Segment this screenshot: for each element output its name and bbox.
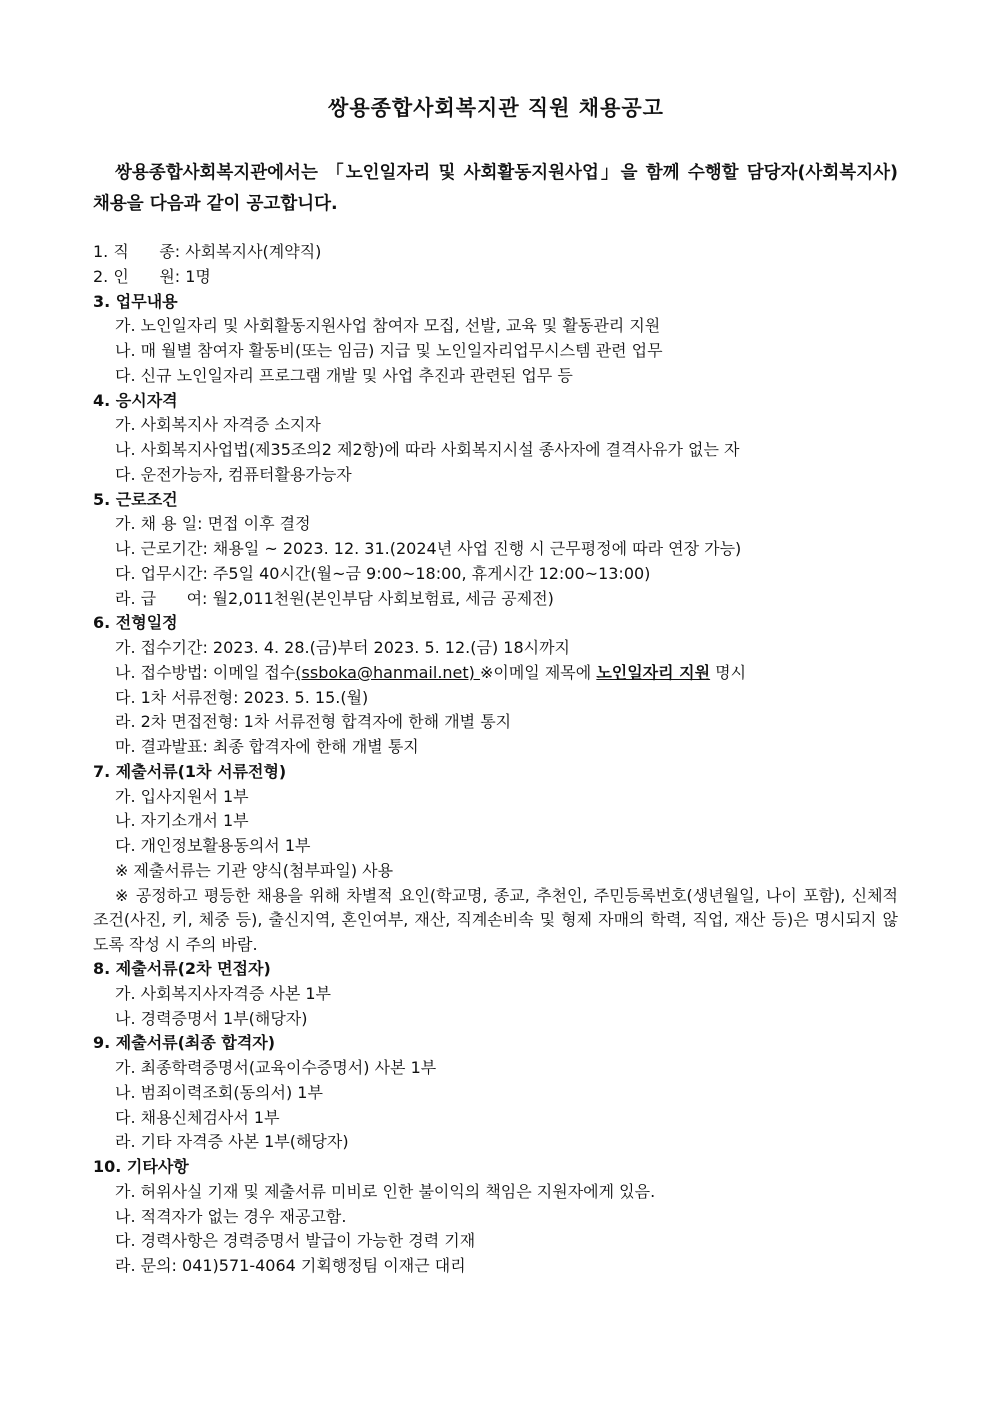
document-body (93, 240, 903, 1279)
section-7-heading: 7. 제출서류(1차 서류전형) (93, 761, 287, 781)
section-9-item: 가. 최종학력증명서(교육이수증명서) 사본 1부 (115, 1058, 437, 1077)
section-2-text: 2. 인 원: 1명 (93, 266, 211, 286)
section-6-item: 마. 결과발표: 최종 합격자에 한해 개별 통지 (115, 737, 419, 756)
method-suffix: 명시 (710, 662, 747, 682)
email-subject-emphasis: 노인일자리 지원 (596, 662, 711, 682)
section-4-item: 가. 사회복지사 자격증 소지자 (115, 415, 321, 435)
section-2-headcount (93, 265, 903, 290)
section-8-heading: 8. 제출서류(2차 면접자) (93, 959, 271, 978)
section-5-item: 가. 채 용 일: 면접 이후 결정 (115, 514, 311, 534)
intro-paragraph (93, 158, 898, 220)
section-10-item: 가. 허위사실 기재 및 제출서류 미비로 인한 불이익의 책임은 지원자에게 있음. (115, 1181, 656, 1201)
section-8-item: 가. 사회복지사자격증 사본 1부 (115, 983, 331, 1003)
section-10-item: 라. 문의: 041)571-4064 기획행정팀 이재근 대리 (115, 1256, 466, 1275)
section-5-item: 다. 업무시간: 주5일 40시간(월~금 9:00~18:00, 휴게시간 12:00~13:00) (115, 563, 651, 583)
section-6-item: 다. 1차 서류전형: 2023. 5. 15.(월) (115, 687, 369, 707)
section-10-item: 나. 적격자가 없는 경우 재공고함. (115, 1206, 347, 1226)
section-9-item: 라. 기타 자격증 사본 1부(해당자) (115, 1132, 349, 1152)
section-4-heading: 4. 응시자격 (93, 390, 178, 410)
section-8-item: 나. 경력증명서 1부(해당자) (115, 1008, 308, 1028)
section-7-item: ※ 제출서류는 기관 양식(첨부파일) 사용 (115, 860, 394, 880)
section-9-item: 다. 채용신체검사서 1부 (115, 1107, 280, 1127)
section-4-item: 나. 사회복지사업법(제35조의2 제2항)에 따라 사회복지시설 종사자에 결격사유가 없는 자 (115, 440, 740, 459)
section-6-heading: 6. 전형일정 (93, 613, 178, 633)
email-link[interactable]: (ssboka@hanmail.net) (295, 662, 480, 682)
section-7-item: 가. 입사지원서 1부 (115, 786, 249, 806)
section-10-item: 다. 경력사항은 경력증명서 발급이 가능한 경력 기재 (115, 1231, 476, 1251)
section-9-heading: 9. 제출서류(최종 합격자) (93, 1033, 276, 1053)
section-4-item: 다. 운전가능자, 컴퓨터활용가능자 (115, 464, 352, 484)
section-3-item: 가. 노인일자리 및 사회활동지원사업 참여자 모집, 선발, 교육 및 활동관리 지원 (115, 316, 661, 336)
section-9-item: 나. 범죄이력조회(동의서) 1부 (115, 1082, 323, 1102)
section-1-text: 1. 직 종: 사회복지사(계약직) (93, 242, 322, 261)
section-1-position (93, 240, 903, 265)
section-3-item: 다. 신규 노인일자리 프로그램 개발 및 사업 추진과 관련된 업무 등 (115, 365, 573, 385)
section-5-heading: 5. 근로조건 (93, 489, 178, 509)
section-3-heading: 3. 업무내용 (93, 291, 178, 311)
section-5-item-text: 라. 급 여: 월2,011천원(본인부담 사회보험료, 세금 공제전) (115, 588, 554, 608)
intro-text: 쌍용종합사회복지관에서는 「노인일자리 및 사회활동지원사업」을 함께 수행할 담당자(사회복지사) 채용을 다음과 같이 공고합니다. (93, 163, 898, 214)
method-label: 나. 접수방법: 이메일 접수 (115, 662, 296, 682)
section-7-item: 나. 자기소개서 1부 (115, 811, 249, 831)
section-5-item (93, 587, 903, 612)
method-note: ※이메일 제목에 (479, 662, 597, 682)
section-7-note (93, 884, 898, 958)
section-6-item: 가. 접수기간: 2023. 4. 28.(금)부터 2023. 5. 12.(금) 18시까지 (115, 638, 570, 657)
section-3-item: 나. 매 월별 참여자 활동비(또는 임금) 지급 및 노인일자리업무시스템 관련 업무 (115, 341, 663, 360)
section-5-item: 나. 근로기간: 채용일 ~ 2023. 12. 31.(2024년 사업 진행 시 근무평정에 따라 연장 가능) (115, 539, 742, 558)
section-10-heading: 10. 기타사항 (93, 1157, 189, 1176)
page-title: 쌍용종합사회복지관 직원 채용공고 (328, 96, 664, 120)
section-7-item: 다. 개인정보활용동의서 1부 (115, 836, 311, 855)
section-7-note-text: ※ 공정하고 평등한 채용을 위해 차별적 요인(학교명, 종교, 추천인, 주민등록번호(생년월일, 나이 포함), 신체적조건(사진, 키, 체중 등), 출신지역, 혼인여부, 재산, 직계손비속 및 형제 자매의 학력, 직업, 재산 등)은 명시되지 않도록 작성 시 주의 바람. (93, 885, 898, 954)
section-6-item: 라. 2차 면접전형: 1차 서류전형 합격자에 한해 개별 통지 (115, 712, 512, 732)
section-6-item-method (93, 661, 903, 686)
